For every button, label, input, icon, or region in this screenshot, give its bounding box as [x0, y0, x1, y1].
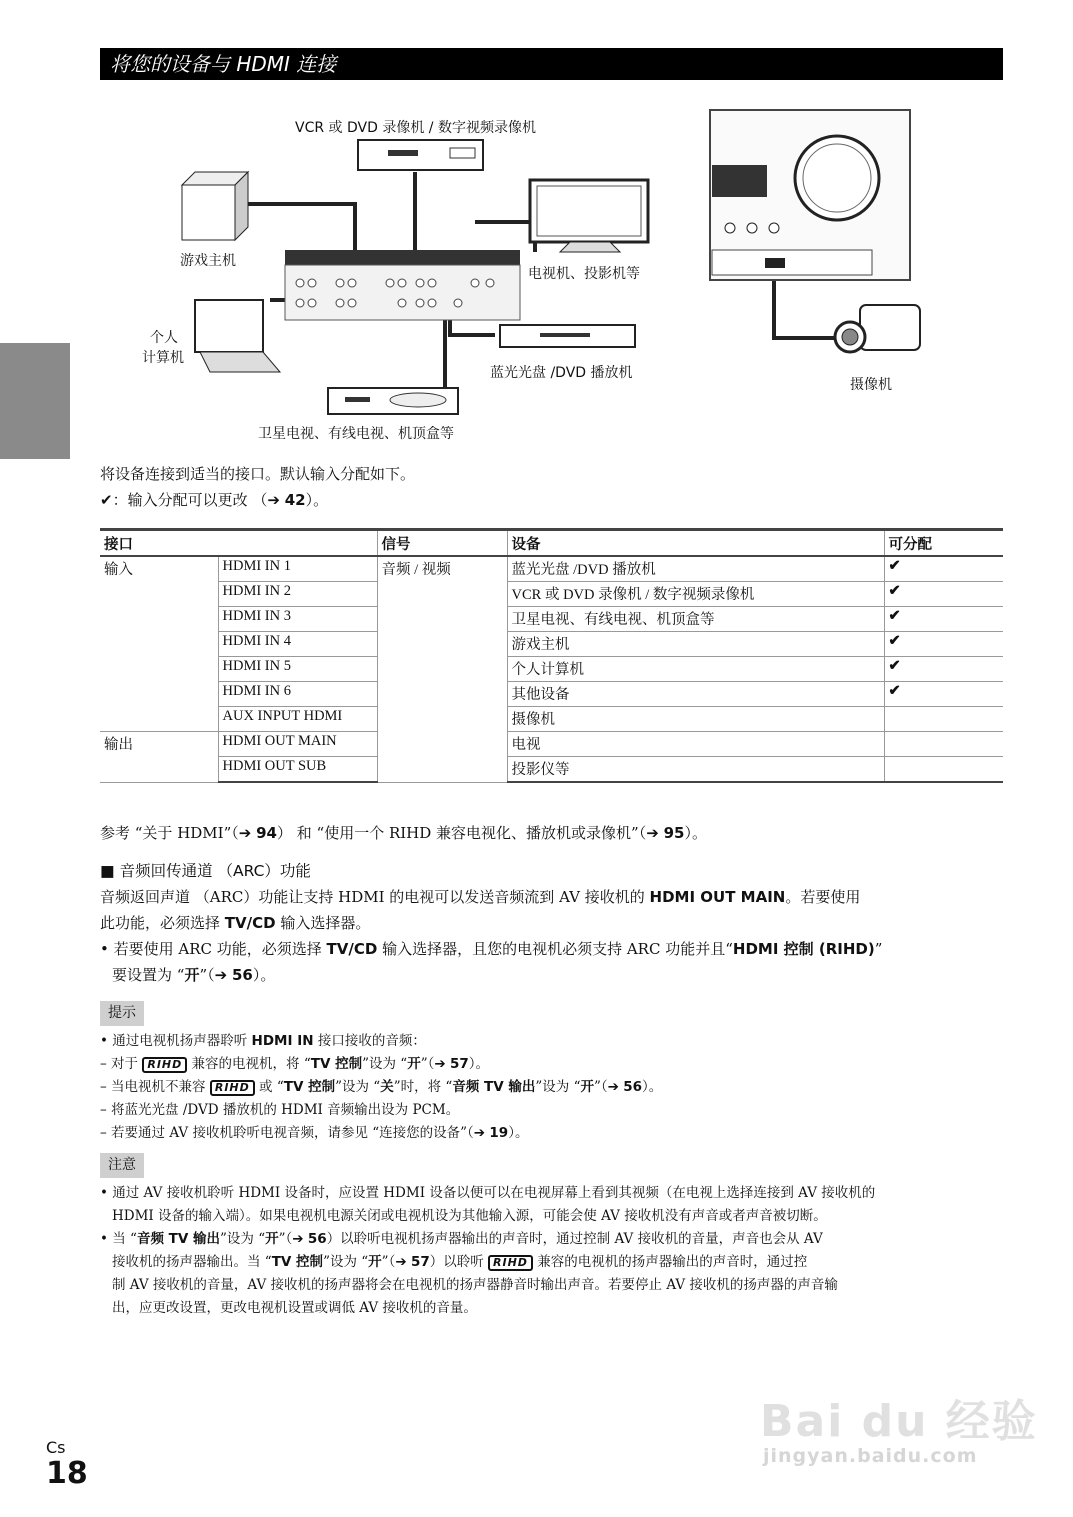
- tip-s2b: 或 “: [254, 1079, 284, 1095]
- port-cell: AUX INPUT HDMI: [218, 707, 377, 732]
- port-cell: HDMI OUT MAIN: [218, 732, 377, 757]
- cable-tv: [475, 222, 535, 252]
- table-row: [100, 607, 1003, 632]
- caution-c2e: ”（➔: [278, 1231, 308, 1247]
- tip-s2h: ”设为 “: [535, 1079, 581, 1095]
- device-cell: 投影仪等: [507, 757, 884, 783]
- intro-line-1: 将设备连接到适当的接口。默认输入分配如下。: [100, 465, 416, 483]
- assign-cell: ✔: [884, 632, 1003, 657]
- caution-line-2: HDMI 设备的输入端）。如果电视机电源关闭或电视机设为其他输入源，可能会使 AV 接收机没有声音或者声音被切断。: [112, 1208, 827, 1224]
- device-cell: 摄像机: [507, 707, 884, 732]
- header-device: 设备: [507, 530, 884, 557]
- tip-s1h: ）。: [468, 1056, 490, 1072]
- port-cell: HDMI OUT SUB: [218, 757, 377, 783]
- settop-box: [328, 388, 458, 414]
- tip-s1e: 开: [407, 1056, 421, 1072]
- port-cell: HDMI IN 3: [218, 607, 377, 632]
- label-game-console: 游戏主机: [180, 253, 236, 269]
- caution-c2l: ”（➔: [381, 1254, 411, 1270]
- label-bluray: 蓝光光盘 /DVD 播放机: [490, 365, 633, 381]
- tv-device: [530, 180, 648, 252]
- arc-p2c: 输入选择器，且您的电视机必须支持 ARC 功能并且“: [377, 940, 733, 958]
- caution-c2a: • 当 “: [100, 1231, 137, 1247]
- arc-p2d: HDMI 控制 (RIHD): [732, 940, 875, 958]
- tip-label: 提示: [100, 1001, 144, 1026]
- receiver-front-panel: [710, 110, 910, 280]
- tip-b1b: HDMI IN: [251, 1033, 314, 1049]
- label-camcorder: 摄像机: [850, 377, 892, 393]
- tip-b1a: • 通过电视机扬声器聆听: [100, 1033, 252, 1049]
- assign-cell: ✔: [884, 682, 1003, 707]
- input-assignment-table: [100, 528, 1003, 783]
- assign-cell: [884, 757, 1003, 783]
- signal-cell: 音频 / 视频: [377, 556, 507, 782]
- ref-page-56[interactable]: 56: [623, 1079, 643, 1095]
- assign-cell: ✔: [884, 607, 1003, 632]
- rihd-logo: RIHD: [142, 1057, 187, 1073]
- table-row: [100, 707, 1003, 732]
- ref-page-56[interactable]: 56: [231, 966, 253, 984]
- device-cell: VCR 或 DVD 录像机 / 数字视频录像机: [507, 582, 884, 607]
- tip-s1d: ”设为 “: [362, 1056, 408, 1072]
- assign-cell: [884, 732, 1003, 757]
- intro-line-2-text: ：输入分配可以更改 （➔: [112, 491, 285, 509]
- tip-bullet: [100, 1030, 1005, 1053]
- tip-s2g: 音频 TV 输出: [452, 1079, 536, 1095]
- arc-p1d: 此功能，必须选择: [100, 914, 225, 932]
- pc-laptop: [195, 300, 280, 372]
- ref-text-a: 参考 “关于 HDMI”（➔: [100, 824, 257, 842]
- table-header-row: [100, 530, 1003, 557]
- assign-cell: [884, 707, 1003, 732]
- rihd-logo: RIHD: [210, 1080, 255, 1096]
- tip-s2i: 开: [580, 1079, 594, 1095]
- arc-p2j: ）。: [252, 966, 276, 984]
- arc-bullet: [100, 936, 1005, 962]
- tip-s2d: ”设为 “: [335, 1079, 381, 1095]
- device-cell: 卫星电视、有线电视、机顶盒等: [507, 607, 884, 632]
- ref-text-c: ）。: [684, 824, 707, 842]
- caution-c2h: 接收机的扬声器输出。当 “: [112, 1254, 272, 1270]
- header-port: 接口: [100, 530, 377, 557]
- header-signal: 信号: [377, 530, 507, 557]
- label-vcr: VCR 或 DVD 录像机 / 数字视频录像机: [295, 120, 536, 136]
- device-cell: 电视: [507, 732, 884, 757]
- ref-text-b: ） 和 “使用一个 RIHD 兼容电视化、播放机或录像机”（➔: [276, 824, 664, 842]
- caution-line-5: 制 AV 接收机的音量，AV 接收机的扬声器将会在电视机的扬声器静音时输出声音。若要停止 AV 接收机的扬声器的声音输: [112, 1277, 838, 1293]
- ref-page-94[interactable]: 94: [256, 824, 277, 842]
- arc-bullet-cont: [100, 962, 1005, 988]
- arc-p2b: TV/CD: [326, 940, 378, 958]
- caution-c2c: ”设为 “: [220, 1231, 266, 1247]
- label-pc-line2: 计算机: [142, 350, 184, 366]
- arc-p2a: • 若要使用 ARC 功能，必须选择: [100, 940, 327, 958]
- ref-page-57[interactable]: 57: [449, 1056, 469, 1072]
- bluray-player: [500, 325, 635, 347]
- tip-s2c: TV 控制: [283, 1079, 336, 1095]
- caution-c2k: 开: [368, 1254, 382, 1270]
- header-assign: 可分配: [884, 530, 1003, 557]
- port-cell: HDMI IN 6: [218, 682, 377, 707]
- caution-c2i: TV 控制: [271, 1254, 324, 1270]
- ref-page-95[interactable]: 95: [663, 824, 685, 842]
- caution-c2n: ）以聆听: [429, 1254, 489, 1270]
- table-row: [100, 556, 1003, 582]
- reference-line: [100, 820, 1005, 846]
- arc-p2e: ”: [874, 940, 883, 958]
- table-row: [100, 632, 1003, 657]
- port-cell: HDMI IN 2: [218, 582, 377, 607]
- section-tab: [0, 343, 70, 459]
- ref-page-56[interactable]: 56: [307, 1231, 327, 1247]
- label-settop: 卫星电视、有线电视、机顶盒等: [258, 426, 454, 442]
- label-tv: 电视机、投影机等: [528, 266, 640, 282]
- arc-p1f: 输入选择器。: [275, 914, 371, 932]
- assign-cell: ✔: [884, 582, 1003, 607]
- arc-p1e: TV/CD: [224, 914, 276, 932]
- table-row: [100, 682, 1003, 707]
- tip-s4a: – 若要通过 AV 接收机聆听电视音频，请参见 “连接您的设备”（➔: [100, 1125, 490, 1141]
- intro-text: [100, 461, 415, 513]
- tip-s1c: TV 控制: [310, 1056, 363, 1072]
- connection-diagram: [100, 100, 1010, 450]
- rihd-logo: RIHD: [488, 1255, 533, 1271]
- arc-p1b: HDMI OUT MAIN: [649, 888, 786, 906]
- caution-line-4: [100, 1251, 1005, 1274]
- caution-c2o: 兼容的电视机的扬声器输出的声音时，通过控: [532, 1254, 808, 1270]
- group-input: 输入: [100, 556, 218, 732]
- device-cell: 其他设备: [507, 682, 884, 707]
- intro-line-2: [100, 487, 415, 513]
- group-output: 输出: [100, 732, 218, 783]
- table-row: [100, 657, 1003, 682]
- assign-cell: ✔: [884, 556, 1003, 582]
- receiver-rear-panel: [285, 250, 520, 320]
- caution-line-1: • 通过 AV 接收机聆听 HDMI 设备时，应设置 HDMI 设备以便可以在电视屏幕上看到其视频（在电视上选择连接到 AV 接收机的: [100, 1185, 876, 1201]
- tip-sub-4: [100, 1122, 1005, 1145]
- device-cell: 游戏主机: [507, 632, 884, 657]
- table-row: [100, 582, 1003, 607]
- arc-p1a: 音频返回声道 （ARC）功能让支持 HDMI 的电视可以发送音频流到 AV 接收机的: [100, 888, 650, 906]
- caution-label: 注意: [100, 1153, 144, 1178]
- tip-sub-2: [100, 1076, 1005, 1099]
- tip-s2a: – 当电视机不兼容: [100, 1079, 210, 1095]
- page-number: 18: [46, 1456, 88, 1491]
- intro-line-2-end: ）。: [305, 491, 329, 509]
- game-console: [182, 172, 248, 240]
- port-cell: HDMI IN 4: [218, 632, 377, 657]
- table-row: [100, 757, 1003, 783]
- tip-b1c: 接口接收的音频：: [313, 1033, 426, 1049]
- page-language: Cs: [46, 1438, 66, 1457]
- caution-c2b: 音频 TV 输出: [136, 1231, 221, 1247]
- device-cell: 个人计算机: [507, 657, 884, 682]
- cable-game: [242, 204, 355, 252]
- caution-section: [100, 1153, 1005, 1320]
- table-row: [100, 732, 1003, 757]
- tip-sub-3: – 将蓝光光盘 /DVD 播放机的 HDMI 音频输出设为 PCM。: [100, 1102, 460, 1118]
- tip-s1a: – 对于: [100, 1056, 143, 1072]
- arc-p2g: 开: [184, 966, 200, 984]
- tip-s2e: 关: [380, 1079, 394, 1095]
- caution-line-3: [100, 1228, 1005, 1251]
- arc-section: [100, 858, 1005, 988]
- caution-line-6: 出，应更改设置，更改电视机设置或调低 AV 接收机的音量。: [112, 1300, 477, 1316]
- caution-c2d: 开: [265, 1231, 279, 1247]
- tip-s4c: ）。: [508, 1125, 529, 1141]
- port-cell: HDMI IN 1: [218, 556, 377, 582]
- caution-c2g: ）以聆听电视机扬声器输出的声音时，通过控制 AV 接收机的音量，声音也会从 AV: [326, 1231, 823, 1247]
- tip-s2l: ）。: [642, 1079, 663, 1095]
- check-mark: ✔: [100, 491, 113, 509]
- arc-title: ■ 音频回传通道 （ARC）功能: [100, 862, 311, 880]
- tip-s2j: ”（➔: [593, 1079, 624, 1095]
- arc-p2f: 要设置为 “: [112, 966, 185, 984]
- ref-page-42[interactable]: 42: [284, 491, 306, 509]
- watermark-url: jingyan.baidu.com: [763, 1445, 978, 1467]
- arc-paragraph-1b: [100, 910, 1005, 936]
- assign-cell: ✔: [884, 657, 1003, 682]
- arc-p2h: ”（➔: [199, 966, 232, 984]
- tip-sub-1: [100, 1053, 1005, 1076]
- section-title: 将您的设备与 HDMI 连接: [100, 48, 1003, 80]
- arc-paragraph-1: [100, 884, 1005, 910]
- camcorder: [835, 305, 920, 352]
- cable-camera: [774, 275, 840, 338]
- caution-c2j: ”设为 “: [323, 1254, 369, 1270]
- tip-section: [100, 1001, 1005, 1145]
- device-cell: 蓝光光盘 /DVD 播放机: [507, 556, 884, 582]
- label-pc-line1: 个人: [150, 330, 178, 346]
- tip-s1b: 兼容的电视机，将 “: [187, 1056, 311, 1072]
- ref-page-57[interactable]: 57: [410, 1254, 430, 1270]
- tip-s2f: ”时，将 “: [393, 1079, 453, 1095]
- vcr-device: [358, 140, 483, 170]
- arc-p1c: 。若要使用: [785, 888, 861, 906]
- port-cell: HDMI IN 5: [218, 657, 377, 682]
- watermark-brand: Bai du 经验: [760, 1396, 1038, 1447]
- ref-page-19[interactable]: 19: [489, 1125, 509, 1141]
- tip-s1f: ”（➔: [420, 1056, 450, 1072]
